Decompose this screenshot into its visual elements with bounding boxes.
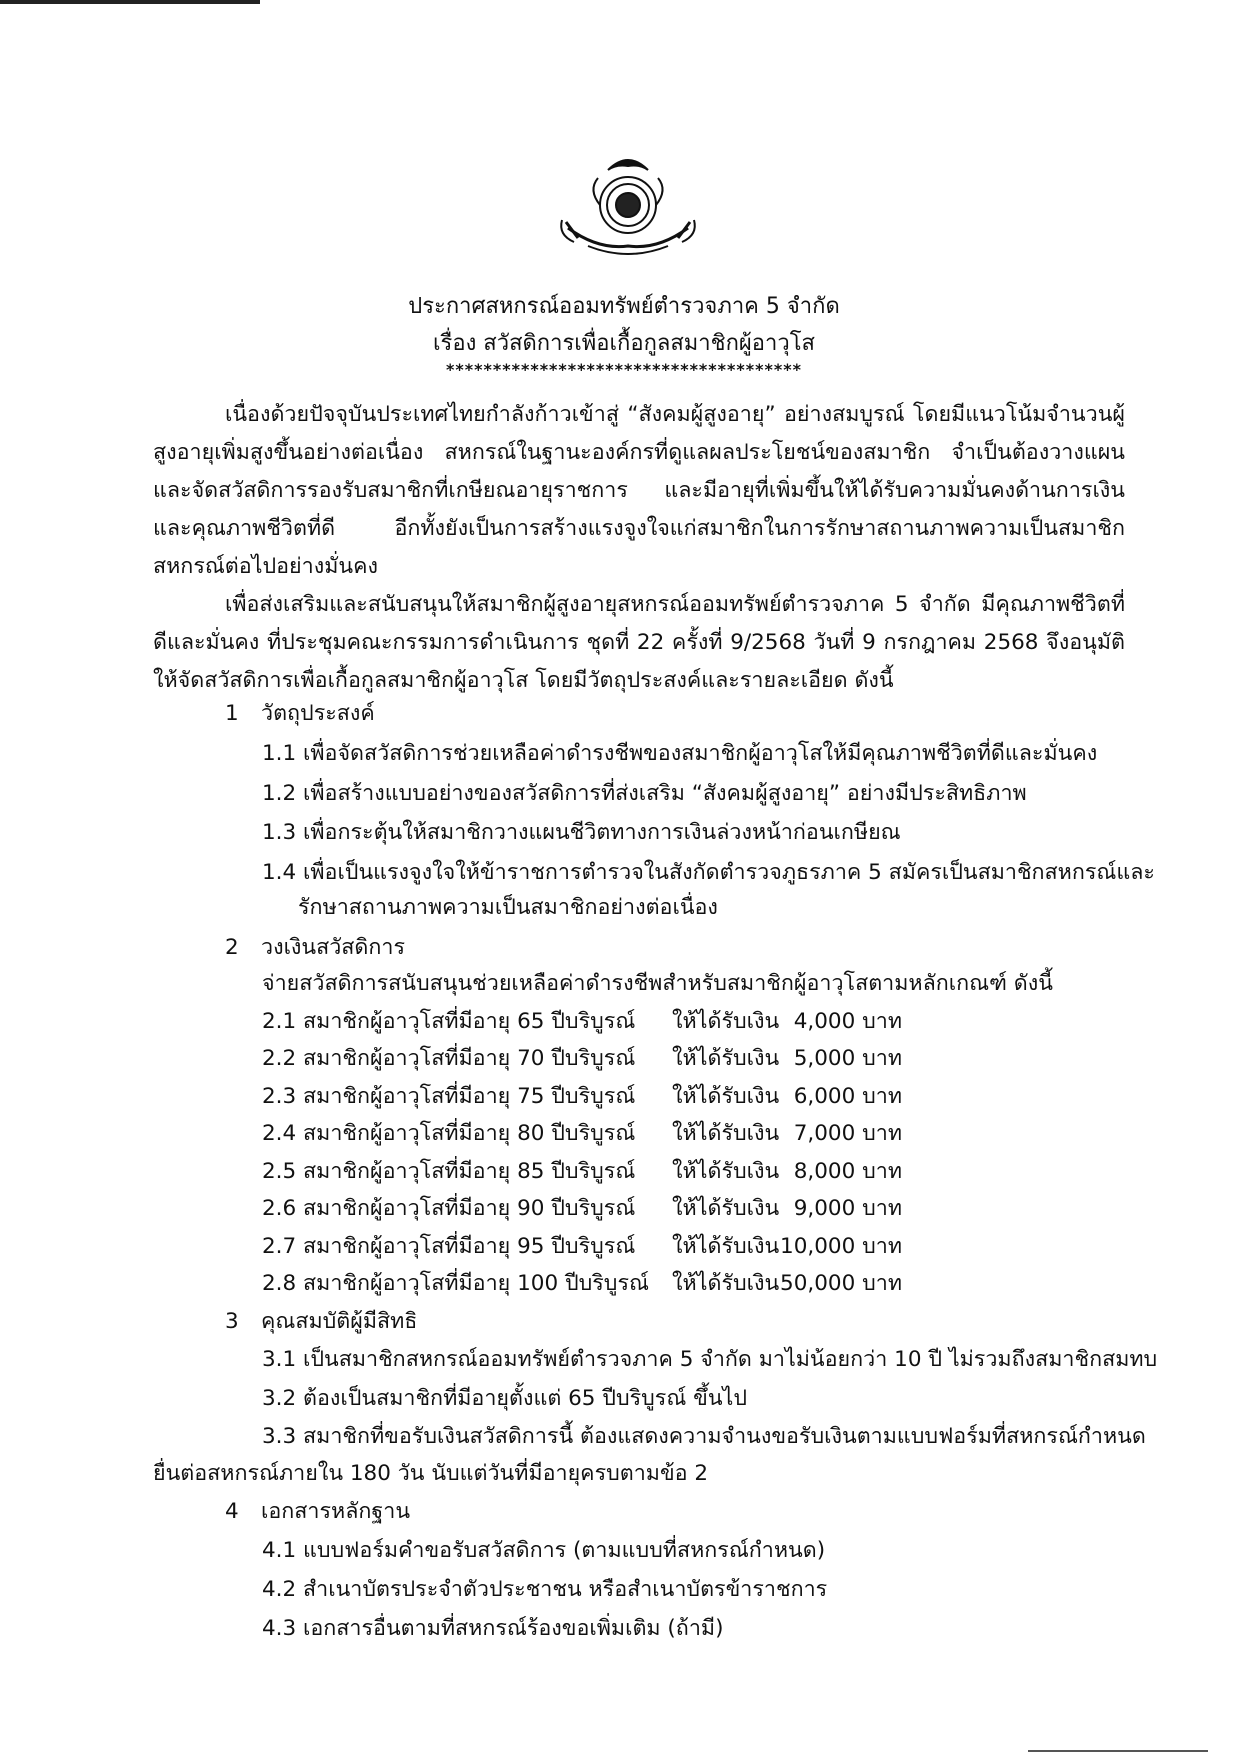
welfare-row [262,1116,942,1152]
welfare-amount: 8,000 บาท [793,1159,902,1184]
qualification-3-1: 3.1 เป็นสมาชิกสหกรณ์ออมทรัพย์ตำรวจภาค 5 จำกัด มาไม่น้อยกว่า 10 ปี ไม่รวมถึงสมาชิกสมทบ [262,1347,1158,1372]
welfare-age-label: 2.7 สมาชิกผู้อาวุโสที่มีอายุ 95 ปีบริบูรณ์ [262,1234,636,1259]
welfare-row [262,1041,942,1077]
welfare-age-label: 2.6 สมาชิกผู้อาวุโสที่มีอายุ 90 ปีบริบูรณ์ [262,1196,636,1221]
welfare-amount: 10,000 บาท [780,1234,902,1259]
document-4-1: 4.1 แบบฟอร์มคำขอรับสวัสดิการ (ตามแบบที่สหกรณ์กำหนด) [262,1538,826,1563]
welfare-row [262,1154,942,1190]
welfare-receive-text: ให้ได้รับเงิน [672,1234,780,1259]
welfare-receive-text: ให้ได้รับเงิน [672,1084,780,1109]
intro-paragraph-1: เนื่องด้วยปัจจุบันประเทศไทยกำลังก้าวเข้าสู่ “สังคมผู้สูงอายุ” อย่างสมบูรณ์ โดยมีแนวโน้มจำนวนผู้สูงอายุเพิ่มสูงขึ้นอย่างต่อเนื่อง สหกรณ์ในฐานะองค์กรที่ดูแลผลประโยชน์ของสมาชิก จำเป็นต้องวางแผนและจัดสวัสดิการรองรับสมาชิกที่เกษียณอายุราชการ และมีอายุที่เพิ่มขึ้นให้ได้รับความมั่นคงด้านการเงินและคุณภาพชีวิตที่ดี อีกทั้งยังเป็นการสร้างแรงจูงใจแก่สมาชิกในการรักษาสถานภาพความเป็นสมาชิกสหกรณ์ต่อไปอย่างมั่นคง [153,402,1125,579]
welfare-row [262,1079,942,1115]
announcement-subject: เรื่อง สวัสดิการเพื่อเกื้อกูลสมาชิกผู้อาวุโส [433,331,815,356]
section-number: 2 [225,935,239,960]
section-title: เอกสารหลักฐาน [261,1499,411,1524]
intro-block [153,396,1125,700]
welfare-age-label: 2.2 สมาชิกผู้อาวุโสที่มีอายุ 70 ปีบริบูรณ์ [262,1046,636,1071]
section-2-heading [225,930,405,964]
objective-1-1: 1.1 เพื่อจัดสวัสดิการช่วยเหลือค่าดำรงชีพของสมาชิกผู้อาวุโสให้มีคุณภาพชีวิตที่ดีและมั่นคง [262,741,1098,766]
welfare-lead-text: จ่ายสวัสดิการสนับสนุนช่วยเหลือค่าดำรงชีพสำหรับสมาชิกผู้อาวุโสตามหลักเกณฑ์ ดังนี้ [262,971,1053,996]
announcement-title: ประกาศสหกรณ์ออมทรัพย์ตำรวจภาค 5 จำกัด [408,294,840,319]
welfare-age-label: 2.3 สมาชิกผู้อาวุโสที่มีอายุ 75 ปีบริบูรณ์ [262,1084,636,1109]
welfare-receive-text: ให้ได้รับเงิน [672,1046,780,1071]
qualification-3-3: 3.3 สมาชิกที่ขอรับเงินสวัสดิการนี้ ต้องแสดงความจำนงขอรับเงินตามแบบฟอร์มที่สหกรณ์กำหนด [262,1424,1146,1449]
welfare-receive-text: ให้ได้รับเงิน [672,1009,780,1034]
section-title: คุณสมบัติผู้มีสิทธิ [261,1309,418,1334]
welfare-receive-text: ให้ได้รับเงิน [672,1159,780,1184]
welfare-age-label: 2.4 สมาชิกผู้อาวุโสที่มีอายุ 80 ปีบริบูรณ์ [262,1121,636,1146]
welfare-amount: 5,000 บาท [793,1046,902,1071]
qualification-3-2: 3.2 ต้องเป็นสมาชิกที่มีอายุตั้งแต่ 65 ปีบริบูรณ์ ขึ้นไป [262,1386,747,1411]
document-4-2: 4.2 สำเนาบัตรประจำตัวประชาชน หรือสำเนาบัตรข้าราชการ [262,1577,828,1602]
welfare-amount: 4,000 บาท [793,1009,902,1034]
section-number: 4 [225,1499,239,1524]
scan-artifact-top [0,0,260,4]
welfare-row [262,1004,942,1040]
welfare-row [262,1266,942,1302]
objective-1-2: 1.2 เพื่อสร้างแบบอย่างของสวัสดิการที่ส่งเสริม “สังคมผู้สูงอายุ” อย่างมีประสิทธิภาพ [262,781,1027,806]
section-number: 1 [225,701,239,726]
welfare-amount: 9,000 บาท [793,1196,902,1221]
welfare-row [262,1229,942,1265]
section-title: วงเงินสวัสดิการ [261,935,406,960]
intro-paragraph-2: เพื่อส่งเสริมและสนับสนุนให้สมาชิกผู้สูงอายุสหกรณ์ออมทรัพย์ตำรวจภาค 5 จำกัด มีคุณภาพชีวิตที่ดีและมั่นคง ที่ประชุมคณะกรรมการดำเนินการ ชุดที่ 22 ครั้งที่ 9/2568 วันที่ 9 กรกฎาคม 2568 จึงอนุมัติให้จัดสวัสดิการเพื่อเกื้อกูลสมาชิกผู้อาวุโส โดยมีวัตถุประสงค์และรายละเอียด ดังนี้ [153,592,1125,693]
police-cooperative-emblem [548,150,708,270]
section-title: วัตถุประสงค์ [261,701,375,726]
objective-1-4-continued: รักษาสถานภาพความเป็นสมาชิกอย่างต่อเนื่อง [298,895,718,920]
objective-1-4: 1.4 เพื่อเป็นแรงจูงใจให้ข้าราชการตำรวจในสังกัดตำรวจภูธรภาค 5 สมัครเป็นสมาชิกสหกรณ์และ [262,860,1155,885]
welfare-receive-text: ให้ได้รับเงิน [672,1196,780,1221]
scan-artifact-bottom [1028,1750,1208,1752]
welfare-age-label: 2.8 สมาชิกผู้อาวุโสที่มีอายุ 100 ปีบริบูรณ์ [262,1271,649,1296]
section-number: 3 [225,1309,239,1334]
welfare-amount: 6,000 บาท [793,1084,902,1109]
welfare-amount: 7,000 บาท [793,1121,902,1146]
welfare-age-label: 2.1 สมาชิกผู้อาวุโสที่มีอายุ 65 ปีบริบูรณ์ [262,1009,636,1034]
section-1-heading [225,696,375,730]
section-3-heading [225,1304,417,1338]
welfare-row [262,1191,942,1227]
welfare-amount: 50,000 บาท [780,1271,902,1296]
title-separator: ************************************** [446,360,802,379]
document-4-3: 4.3 เอกสารอื่นตามที่สหกรณ์ร้องขอเพิ่มเติม (ถ้ามี) [262,1616,724,1641]
welfare-receive-text: ให้ได้รับเงิน [672,1271,780,1296]
section-4-heading [225,1494,410,1528]
qualification-3-3-continued: ยื่นต่อสหกรณ์ภายใน 180 วัน นับแต่วันที่มีอายุครบตามข้อ 2 [153,1461,709,1486]
objective-1-3: 1.3 เพื่อกระตุ้นให้สมาชิกวางแผนชีวิตทางการเงินล่วงหน้าก่อนเกษียณ [262,820,901,845]
welfare-age-label: 2.5 สมาชิกผู้อาวุโสที่มีอายุ 85 ปีบริบูรณ์ [262,1159,636,1184]
welfare-receive-text: ให้ได้รับเงิน [672,1121,780,1146]
